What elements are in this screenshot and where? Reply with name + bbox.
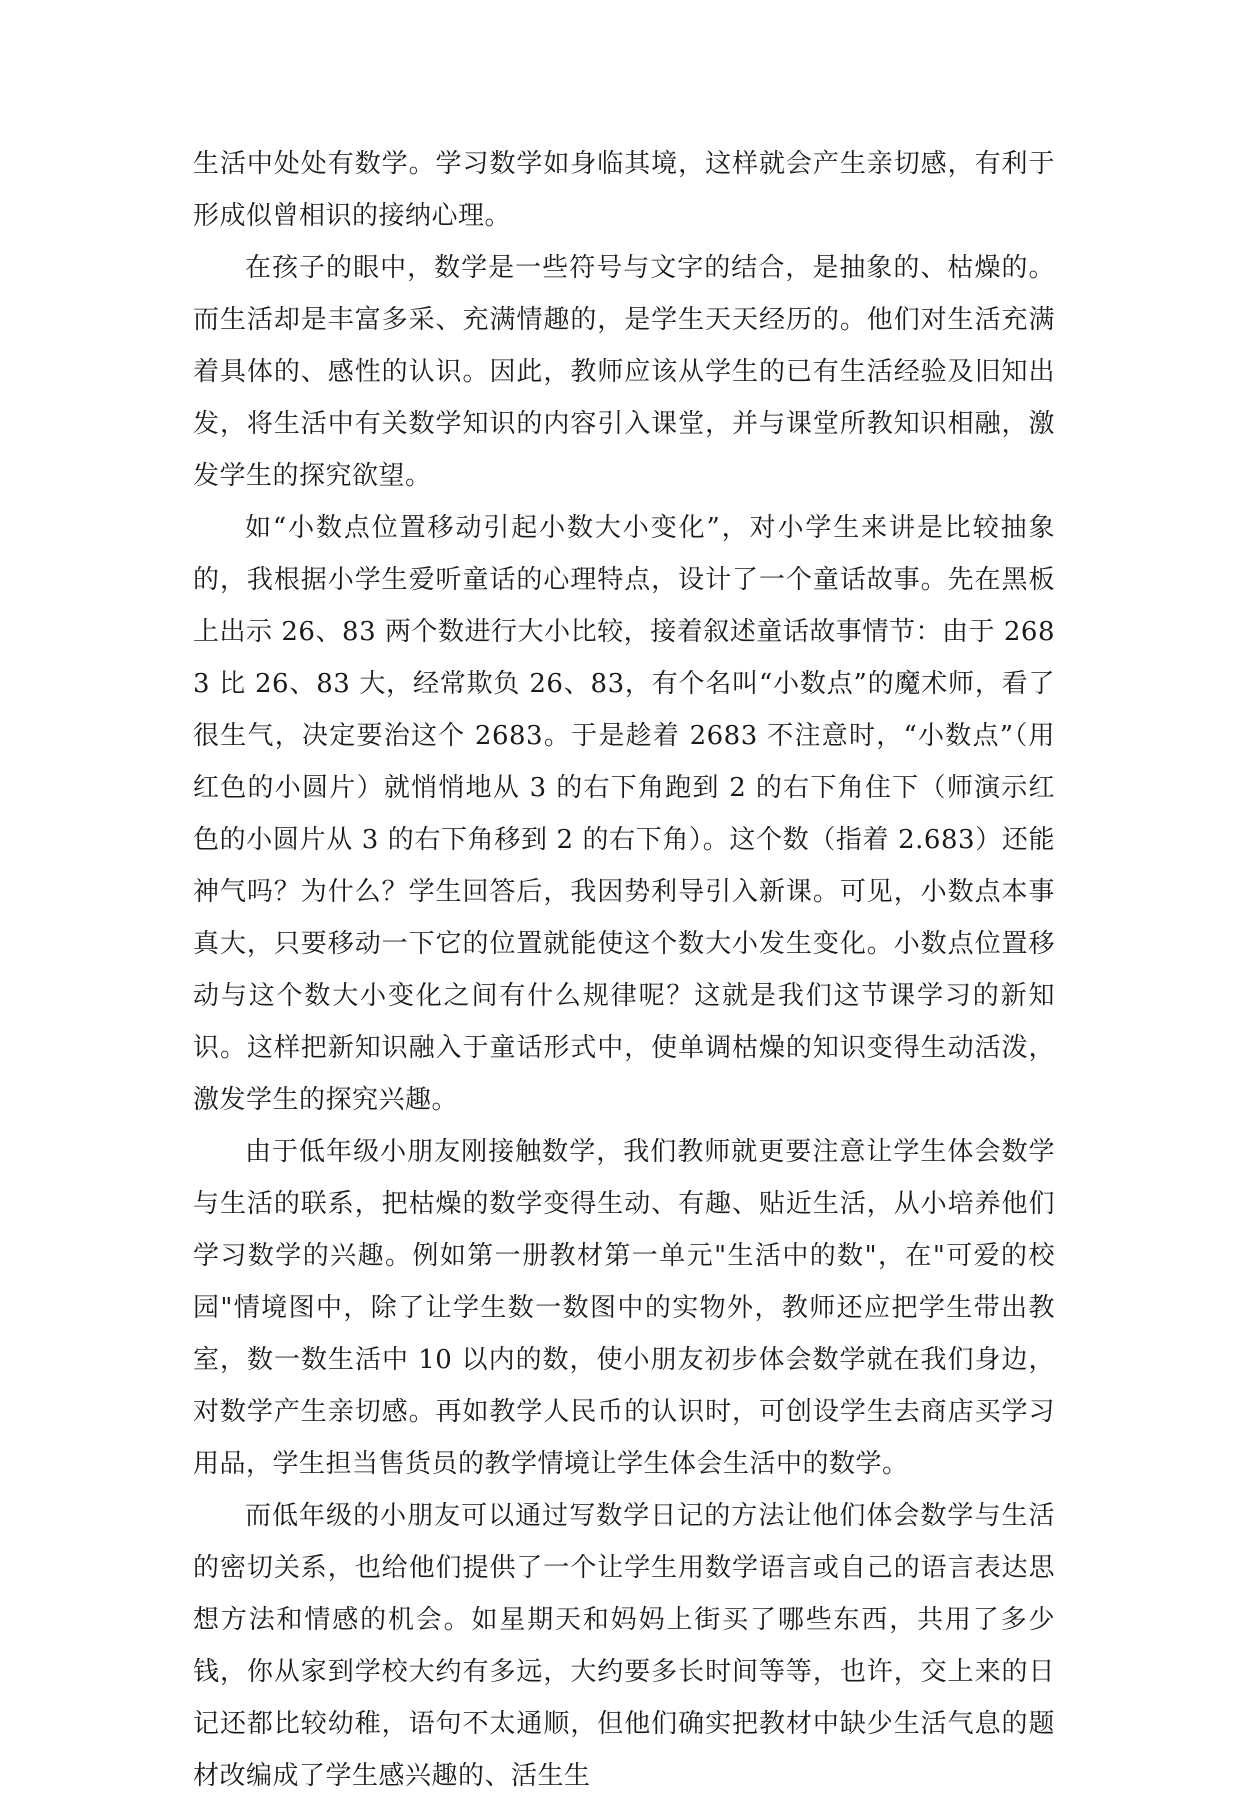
paragraph-1: 生活中处处有数学。学习数学如身临其境，这样就会产生亲切感，有利于形成似曾相识的接纳心理。: [193, 149, 1055, 231]
body-text: [193, 138, 1055, 1802]
paragraph-3: 如“小数点位置移动引起小数大小变化”，对小学生来讲是比较抽象的，我根据小学生爱听童话的心理特点，设计了一个童话故事。先在黑板上出示 26、83 两个数进行大小比较，接着叙述童话故事情节：由于 2683 比 26、83 大，经常欺负 26、83，有个名叫“小数点”的魔术师，看了很生气，决定要治这个 2683。于是趁着 2683 不注意时，“小数点”（用红色的小圆片）就悄悄地从 3 的右下角跑到 2 的右下角住下（师演示红色的小圆片从 3 的右下角移到 2 的右下角）。这个数（指着 2.683）还能神气吗？为什么？学生回答后，我因势利导引入新课。可见，小数点本事真大，只要移动一下它的位置就能使这个数大小发生变化。小数点位置移动与这个数大小变化之间有什么规律呢？这就是我们这节课学习的新知识。这样把新知识融入于童话形式中，使单调枯燥的知识变得生动活泼，激发学生的探究兴趣。: [193, 513, 1055, 1115]
paragraph-5: 而低年级的小朋友可以通过写数学日记的方法让他们体会数学与生活的密切关系，也给他们提供了一个让学生用数学语言或自己的语言表达思想方法和情感的机会。如星期天和妈妈上街买了哪些东西，共用了多少钱，你从家到学校大约有多远，大约要多长时间等等，也许，交上来的日记还都比较幼稚，语句不太通顺，但他们确实把教材中缺少生活气息的题材改编成了学生感兴趣的、活生生: [193, 1501, 1055, 1791]
paragraph-2: 在孩子的眼中，数学是一些符号与文字的结合，是抽象的、枯燥的。而生活却是丰富多采、充满情趣的，是学生天天经历的。他们对生活充满着具体的、感性的认识。因此，教师应该从学生的已有生活经验及旧知出发，将生活中有关数学知识的内容引入课堂，并与课堂所教知识相融，激发学生的探究欲望。: [193, 253, 1055, 491]
paragraph-4: 由于低年级小朋友刚接触数学，我们教师就更要注意让学生体会数学与生活的联系，把枯燥的数学变得生动、有趣、贴近生活，从小培养他们学习数学的兴趣。例如第一册教材第一单元"生活中的数"，在"可爱的校园"情境图中，除了让学生数一数图中的实物外，教师还应把学生带出教室，数一数生活中 10 以内的数，使小朋友初步体会数学就在我们身边，对数学产生亲切感。再如教学人民币的认识时，可创设学生去商店买学习用品，学生担当售货员的教学情境让学生体会生活中的数学。: [193, 1137, 1055, 1479]
